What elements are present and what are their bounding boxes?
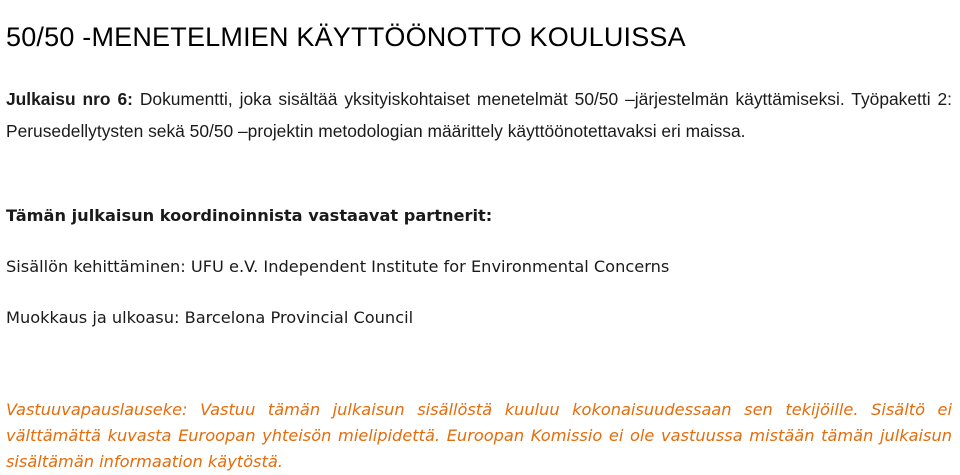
disclaimer-text: Vastuuvapauslauseke: Vastuu tämän julkaisun sisällöstä kuuluu kokonaisuudessaan sen tekijöille. Sisältö ei välttämättä kuvasta Euroopan yhteisön mielipidettä. Euroopan Komissio ei ole vastuussa mistään tämän julkaisun sisältämän informaation käytöstä.: [6, 400, 952, 472]
publication-text: Dokumentti, joka sisältää yksityiskohtaiset menetelmät 50/50 –järjestelmän käyttämiseksi. Työpaketti 2: Perusedellytysten sekä 50/50 –projektin metodologian määrittely käyttöönotettavaksi eri maissa.: [6, 89, 952, 142]
document-title: 50/50 -MENETELMIEN KÄYTTÖÖNOTTO KOULUISSA: [6, 22, 686, 53]
partners-heading: Tämän julkaisun koordinoinnista vastaavat partnerit:: [6, 206, 493, 225]
content-development-line: Sisällön kehittäminen: UFU e.V. Independent Institute for Environmental Concerns: [6, 257, 670, 276]
publication-description: [6, 83, 952, 147]
layout-line: Muokkaus ja ulkoasu: Barcelona Provincial Council: [6, 308, 414, 327]
publication-label: Julkaisu nro 6:: [6, 89, 133, 110]
